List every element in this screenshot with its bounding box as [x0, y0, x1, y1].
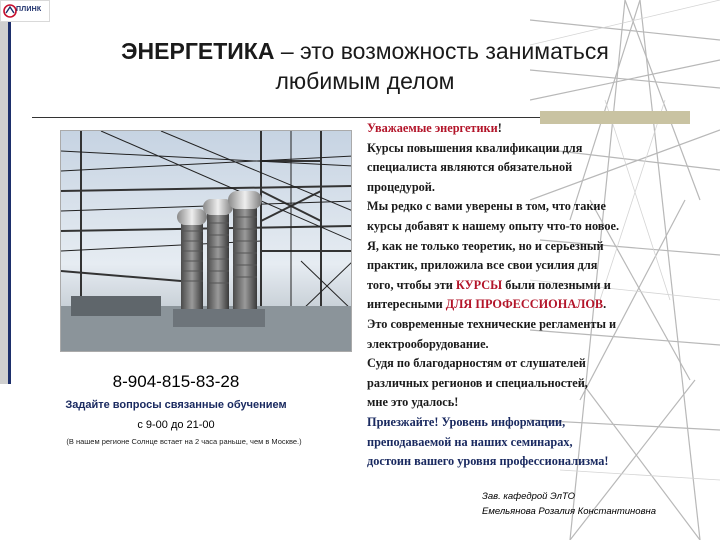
letter-line: электрооборудование. [367, 336, 489, 351]
letter-line: преподаваемой на наших семинарах, [367, 434, 573, 449]
letter-text: были полезными и [502, 277, 611, 292]
title-bold-part: ЭНЕРГЕТИКА [121, 38, 275, 64]
letter-line: Приезжайте! Уровень информации, [367, 414, 566, 429]
company-logo-icon [3, 4, 17, 18]
letter-exclamation: ! [497, 121, 502, 135]
letter-line [367, 119, 697, 139]
letter-line: Мы редко с вами уверены в том, что такие [367, 199, 606, 214]
letter-line: достоин вашего уровня профессионализма! [367, 454, 609, 469]
substation-photo [60, 130, 352, 352]
letter-line: процедурой. [367, 179, 435, 194]
letter-highlight-professionals: ДЛЯ ПРОФЕССИОНАЛОВ [445, 297, 604, 312]
signature-block [482, 489, 656, 519]
left-accent-bar [8, 22, 11, 384]
signature-position: Зав. кафедрой ЭлТО [482, 491, 576, 502]
letter-line: Судя по благодарностям от слушателей [367, 356, 586, 371]
questions-caption: Задайте вопросы связанные обучением [65, 399, 287, 411]
title-divider [32, 117, 552, 118]
letter-line: Курсы повышения квалификации для [367, 140, 583, 155]
title-line-2: любимым делом [275, 68, 455, 94]
letter-line: курсы добавят к нашему опыту что-то новое. [367, 218, 620, 233]
substation-image [61, 131, 352, 352]
letter-line: мне это удалось! [367, 395, 459, 410]
letter-line: специалиста являются обязательной [367, 160, 573, 175]
title-rest: – это возможность заниматься [274, 38, 609, 64]
letter-line: Это современные технические регламенты и [367, 316, 617, 331]
left-decor-bar [0, 22, 8, 384]
letter-line [367, 295, 697, 315]
contact-hours: с 9-00 до 21-00 [137, 419, 215, 431]
letter-line [367, 276, 697, 296]
signature-name: Емельянова Розалия Константиновна [482, 506, 657, 517]
page-title [60, 36, 670, 96]
letter-line: Я, как не только теоретик, но и серьезный [367, 238, 604, 253]
greeting-letter [367, 119, 697, 472]
letter-line: практик, приложила все свои усилия для [367, 258, 598, 273]
letter-highlight-courses: КУРСЫ [455, 277, 503, 292]
letter-salutation: Уважаемые энергетики [367, 121, 498, 135]
timezone-note: (В нашем регионе Солнце встает на 2 часа раньше, чем в Москве.) [66, 437, 302, 446]
letter-text: . [603, 297, 607, 312]
company-logo [0, 0, 50, 22]
letter-text: того, чтобы эти [367, 277, 456, 292]
letter-line: различных регионов и специальностей, [367, 375, 588, 390]
phone-number: 8-904-815-83-28 [112, 372, 240, 391]
letter-text: интересными [367, 297, 446, 312]
logo-text: ПЛИНК [16, 6, 42, 13]
